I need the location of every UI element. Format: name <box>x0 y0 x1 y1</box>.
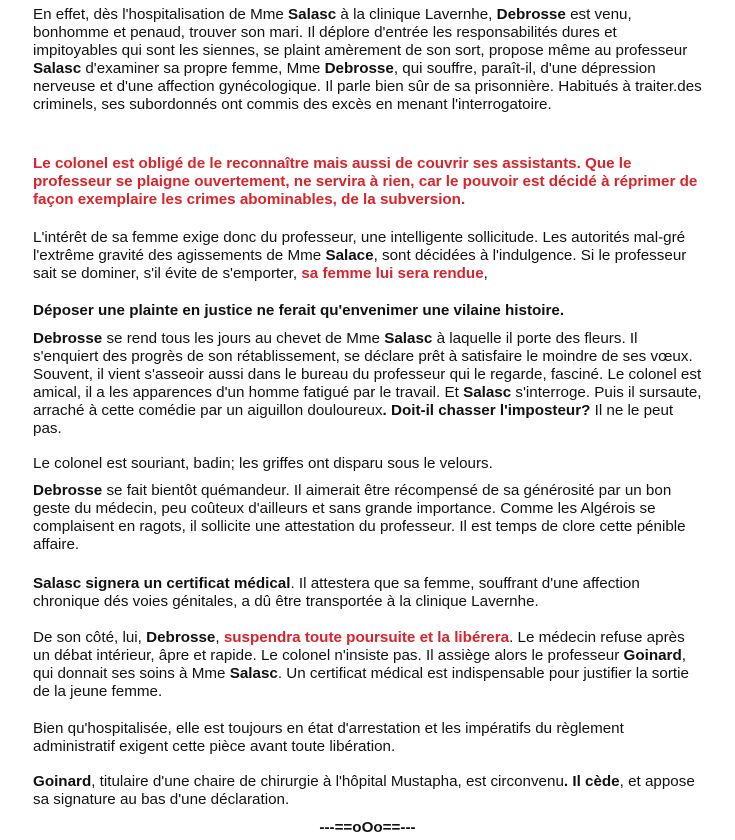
text: , <box>483 265 488 282</box>
text: se rend tous les jours au chevet de Mme <box>102 330 385 347</box>
paragraph-3 <box>33 229 705 283</box>
name-salasc: Salasc <box>33 60 82 77</box>
text: est venu, bonhomme et penaud, trouver son mari. Il déplore d'entrée les responsabilités dures et impitoyables qui sont les siennes, se plaint amèrement de son sort, propose même au professeur <box>33 6 688 59</box>
text: , et appose sa signature au bas d'une déclaration. <box>33 773 695 808</box>
name-debrosse: Debrosse <box>33 482 103 499</box>
paragraph-11 <box>33 773 705 809</box>
name-salasc: Salasc <box>229 665 278 682</box>
text: , sont décidées à l'indulgence. Si le professeur sait se dominer, s'il évite de s'emporter, <box>33 247 687 282</box>
name-goinard: Goinard <box>33 773 92 790</box>
text: De son côté, lui, <box>33 629 147 646</box>
name-goinard: Goinard <box>623 647 682 664</box>
section-separator: ---==oOo==--- <box>319 819 416 836</box>
text: . Un certificat médical est indispensable pour justifier la sortie de la jeune femme. <box>33 665 689 700</box>
text: s'interroge. Puis il sursaute, arraché à cette comédie par un aiguillon douloureux <box>33 384 702 419</box>
paragraph-5 <box>33 330 705 438</box>
paragraph-10: Bien qu'hospitalisée, elle est toujours en état d'arrestation et les impératifs du règlement administratif exigent cette pièce avant toute libération. <box>33 720 624 755</box>
text: . Le médecin refuse après un débat intérieur, âpre et rapide. Le colonel n'insiste pas. Il assiège alors le professeur <box>33 629 685 664</box>
name-salace: Salace <box>325 247 374 264</box>
paragraph-1 <box>33 6 705 114</box>
paragraph-4: Déposer une plainte en justice ne ferait qu'envenimer une vilaine histoire. <box>33 302 565 319</box>
highlight-text: sa femme lui sera rendue <box>301 265 484 282</box>
name-salasc: Salasc <box>384 330 433 347</box>
text: à laquelle il porte des fleurs. Il s'enquiert des progrès de son rétablissement, se déclare prêt à satisfaire le moindre de ses vœux. Souvent, il vient s'asseoir aussi dans le bureau du professeur qui le regarde, fasciné. Le colonel est amical, il a les apparences d'un homme fatigué par le travail. Et <box>33 330 702 401</box>
bold-statement: Salasc signera un certificat médical <box>33 575 291 592</box>
paragraph-6: Le colonel est souriant, badin; les griffes ont disparu sous le velours. <box>33 455 493 472</box>
text: , qui donnait ses soins à Mme <box>33 647 686 682</box>
paragraph-2: Le colonel est obligé de le reconnaître mais aussi de couvrir ses assistants. Que le professeur se plaigne ouvertement, ne servira à rien, car le pouvoir est décidé à réprimer de façon exemplaire les crimes abominables, de la subversion. <box>33 155 698 208</box>
text: d'examiner sa propre femme, Mme <box>81 60 325 77</box>
bold-statement: . Il cède <box>563 773 620 790</box>
text: Il ne le peut pas. <box>33 402 674 437</box>
text: , <box>215 629 224 646</box>
text: se fait bientôt quémandeur. Il aimerait être récompensé de sa générosité par un bon geste du médecin, peu coûteux d'ailleurs et sans grande importance. Comme les Algérois se complaisent en ragots, il sollicite une attestation du professeur. Il est temps de clore cette pénible affaire. <box>33 482 686 553</box>
name-debrosse: Debrosse <box>33 330 103 347</box>
name-salasc: Salasc <box>463 384 512 401</box>
name-debrosse: Debrosse <box>496 6 566 23</box>
bold-question: . Doit-il chasser l'imposteur? <box>382 402 591 419</box>
text: L'intérêt de sa femme exige donc du professeur, une intelligente sollicitude. Les autorités mal-gré l'extrême gravité des agissements de Mme <box>33 229 686 264</box>
text: à la clinique Lavernhe, <box>336 6 497 23</box>
text: En effet, dès l'hospitalisation de Mme <box>33 6 289 23</box>
name-salasc: Salasc <box>288 6 337 23</box>
text: . Il attestera que sa femme, souffrant d'une affection chronique dés voies génitales, a dû être transportée à la clinique Lavernhe. <box>33 575 640 610</box>
name-debrosse: Debrosse <box>146 629 216 646</box>
name-debrosse: Debrosse <box>324 60 394 77</box>
text: , qui souffre, paraît-il, d'une dépression nerveuse et d'une affection gynécologique. Il parle bien sûr de sa prisonnière. Habitués à traiter.des criminels, ses subordonnés ont commis des excès en menant l'interrogatoire. <box>33 60 702 113</box>
highlight-text: suspendra toute poursuite et la libérera <box>223 629 510 646</box>
paragraph-9 <box>33 629 705 701</box>
paragraph-7 <box>33 482 705 554</box>
paragraph-8 <box>33 575 705 611</box>
text: , titulaire d'une chaire de chirurgie à l'hôpital Mustapha, est circonvenu <box>91 773 564 790</box>
